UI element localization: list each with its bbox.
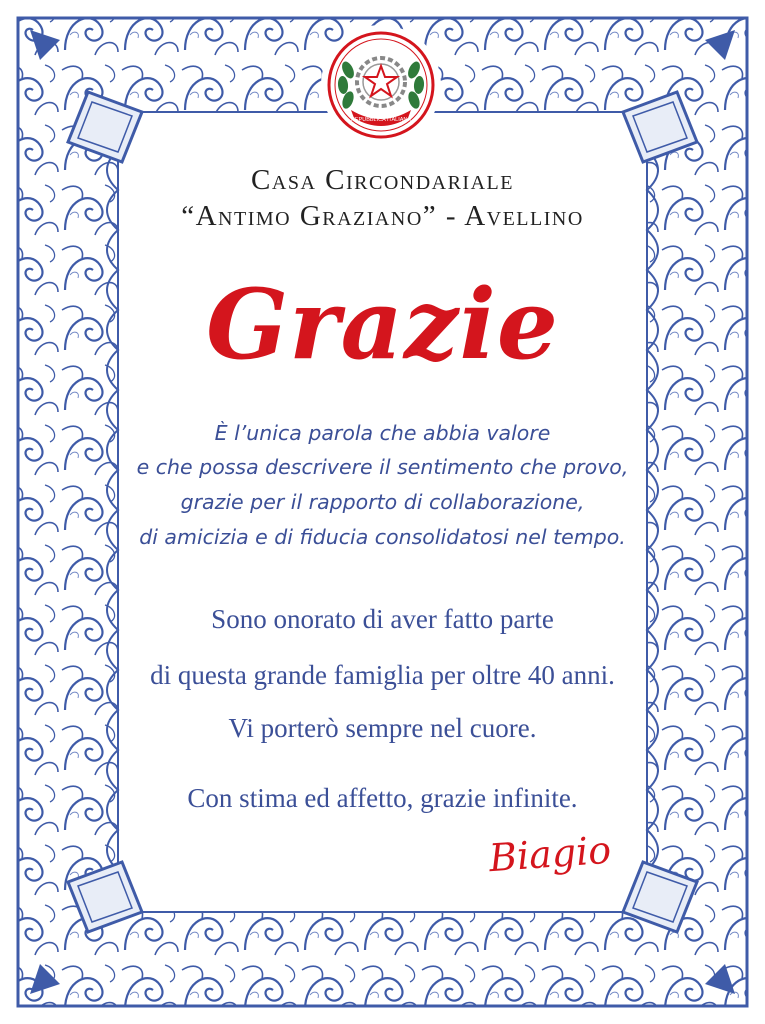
emblem-caption: REPUBBLICA ITALIANA	[350, 117, 412, 123]
closing-line: di questa grande famiglia per oltre 40 anni.	[150, 660, 615, 690]
closing-line: Sono onorato di aver fatto parte	[211, 604, 554, 634]
institution-name-line1: Casa Circondariale	[251, 164, 514, 196]
closing-line: Vi porterò sempre nel cuore.	[228, 713, 537, 743]
page-title: Grazie	[206, 268, 559, 381]
institution-name-line2: “Antimo Graziano” - Avellino	[181, 200, 584, 232]
emblem-repubblica-italiana-icon	[326, 30, 436, 140]
signature: Biagio	[487, 827, 613, 881]
message-line: grazie per il rapporto di collaborazione,	[180, 490, 585, 514]
message-line: È l’unica parola che abbia valore	[214, 421, 551, 445]
closing-line: Con stima ed affetto, grazie infinite.	[187, 783, 578, 813]
message-line: e che possa descrivere il sentimento che provo,	[136, 455, 629, 479]
message-line: di amicizia e di fiducia consolidatosi nel tempo.	[139, 525, 626, 549]
